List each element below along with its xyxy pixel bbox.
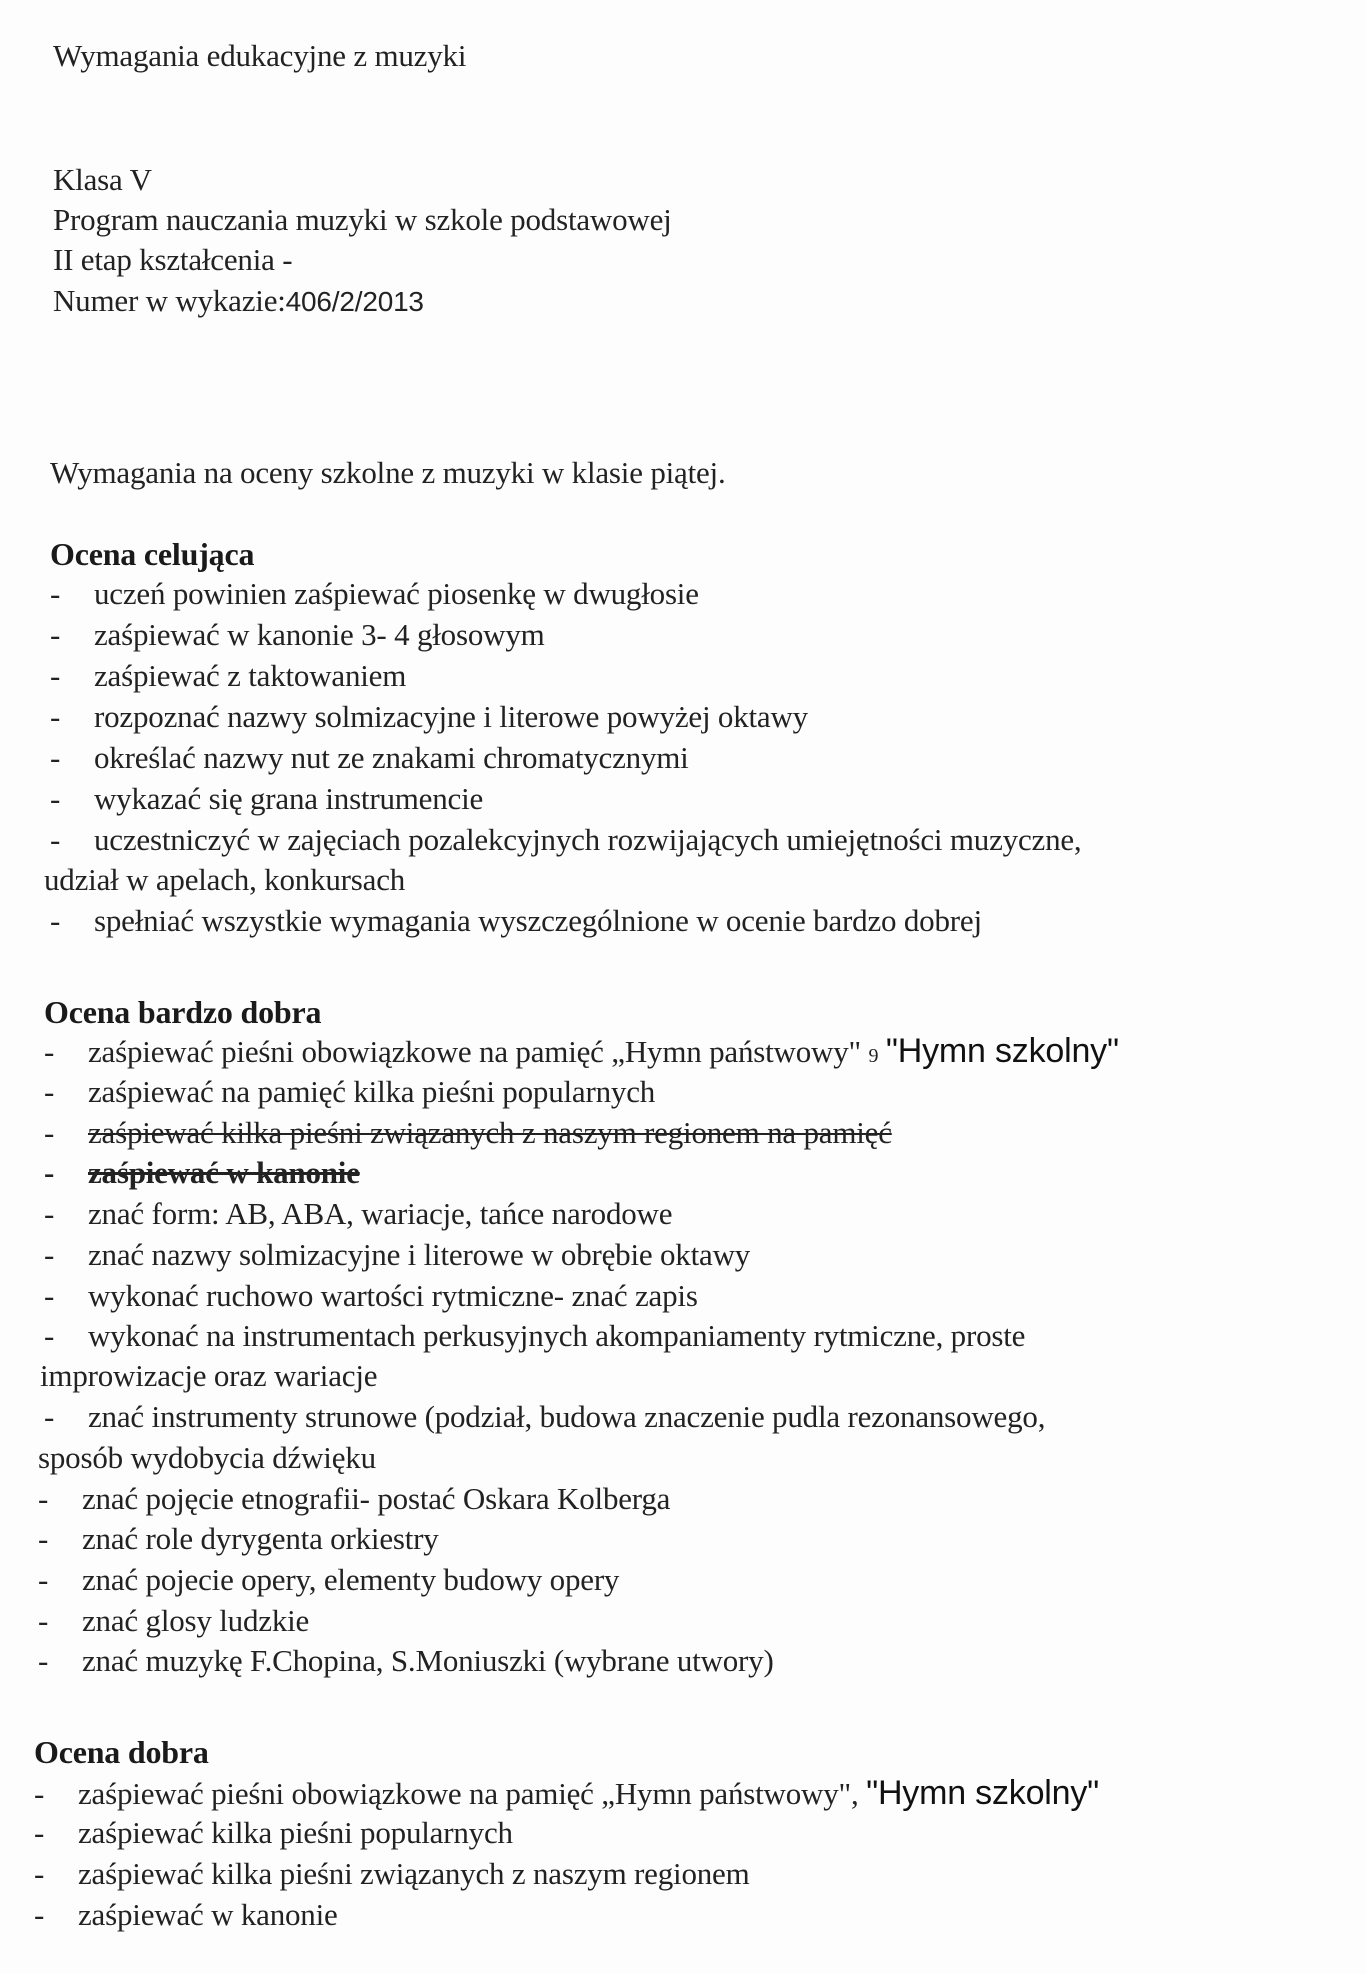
list-item: - znać glosy ludzkie (38, 1603, 310, 1638)
list-item: - zaśpiewać w kanonie 3- 4 głosowym (50, 617, 545, 652)
program-label: Program nauczania muzyki w szkole podstawowej (53, 202, 672, 237)
list-item: - zaśpiewać pieśni obowiązkowe na pamięć „Hymn państwowy" 9 "Hymn szkolny" (44, 1032, 1119, 1070)
list-item: - znać pojecie opery, elementy budowy opery (38, 1562, 620, 1597)
intro-text: Wymagania na oceny szkolne z muzyki w klasie piątej. (50, 455, 726, 490)
heading-ocena-dobra: Ocena dobra (34, 1734, 209, 1770)
list-item: - znać instrumenty strunowe (podział, budowa znaczenie pudla rezonansowego, (44, 1399, 1046, 1434)
hymn-szkolny-insert: "Hymn szkolny" (885, 1032, 1119, 1070)
list-item: - uczeń powinien zaśpiewać piosenkę w dwugłosie (50, 576, 699, 611)
hymn-szkolny-insert: "Hymn szkolny" (866, 1774, 1100, 1812)
list-item: - zaśpiewać kilka pieśni związanych z naszym regionem (34, 1856, 750, 1891)
list-item: - zaśpiewać na pamięć kilka pieśni popularnych (44, 1074, 656, 1109)
list-item: - znać form: AB, ABA, wariacje, tańce narodowe (44, 1196, 673, 1231)
list-item: - wykonać ruchowo wartości rytmiczne- znać zapis (44, 1278, 698, 1313)
document-title: Wymagania edukacyjne z muzyki (53, 38, 467, 73)
list-item-continuation: sposób wydobycia dźwięku (38, 1440, 376, 1475)
list-item: - znać pojęcie etnografii- postać Oskara Kolberga (38, 1481, 671, 1516)
list-item-struck: - zaśpiewać w kanonie (44, 1155, 360, 1190)
list-item-continuation: udział w apelach, konkursach (44, 862, 406, 897)
list-item: - spełniać wszystkie wymagania wyszczególnione w ocenie bardzo dobrej (50, 903, 982, 938)
list-item: - określać nazwy nut ze znakami chromatycznymi (50, 740, 689, 775)
stray-mark: 9 (868, 1045, 879, 1067)
program-number-label: Numer w wykazie: (53, 283, 286, 318)
list-item: - zaśpiewać z taktowaniem (50, 658, 407, 693)
list-item: - zaśpiewać pieśni obowiązkowe na pamięć „Hymn państwowy", "Hymn szkolny" (34, 1774, 1100, 1812)
class-label: Klasa V (53, 162, 152, 197)
list-item: - znać role dyrygenta orkiestry (38, 1521, 439, 1556)
list-item: - znać nazwy solmizacyjne i literowe w obrębie oktawy (44, 1237, 751, 1272)
stage-label: II etap kształcenia - (53, 242, 293, 277)
list-item: - uczestniczyć w zajęciach pozalekcyjnych rozwijających umiejętności muzyczne, (50, 822, 1082, 857)
program-number (53, 283, 424, 320)
list-item: - znać muzykę F.Chopina, S.Moniuszki (wybrane utwory) (38, 1643, 774, 1678)
list-item: - zaśpiewać kilka pieśni popularnych (34, 1815, 513, 1850)
list-item: - wykazać się grana instrumencie (50, 781, 484, 816)
list-item: - zaśpiewać w kanonie (34, 1897, 338, 1932)
heading-ocena-celujaca: Ocena celująca (50, 536, 255, 572)
list-item-continuation: improwizacje oraz wariacje (40, 1358, 378, 1393)
list-item: - wykonać na instrumentach perkusyjnych akompaniamenty rytmiczne, proste (44, 1318, 1026, 1353)
heading-ocena-bardzo-dobra: Ocena bardzo dobra (44, 994, 322, 1030)
list-item: - rozpoznać nazwy solmizacyjne i literowe powyżej oktawy (50, 699, 808, 734)
list-item-struck: - zaśpiewać kilka pieśni związanych z naszym regionem na pamięć (44, 1115, 892, 1150)
program-number-value: 406/2/2013 (285, 286, 424, 317)
